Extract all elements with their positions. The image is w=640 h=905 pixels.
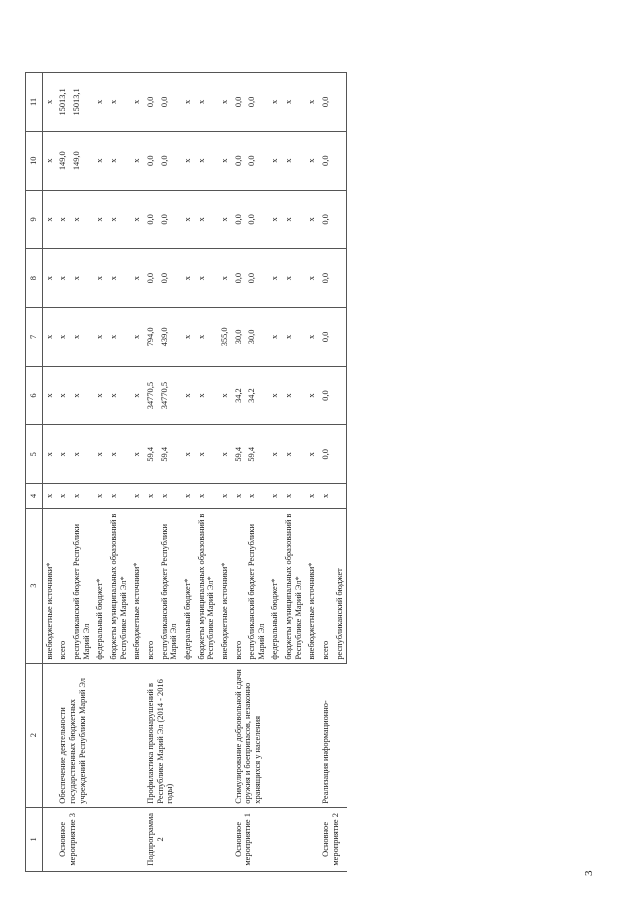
- value-cell: x: [107, 366, 130, 425]
- program-code: Подпрограмма 2: [144, 807, 232, 871]
- value-cell: x: [56, 484, 70, 508]
- value-cell: x: [195, 484, 218, 508]
- value-cell: 0,0: [319, 190, 333, 249]
- value-cell: x: [305, 73, 319, 132]
- value-cell: x: [93, 308, 107, 367]
- value-cell: x: [195, 73, 218, 132]
- funding-source: республиканский бюджет Республики Марий Эл: [70, 508, 93, 663]
- program-name: Стимулирование добровольной сдачи оружия и боеприпасов, незаконно хранящихся у населения: [232, 663, 320, 807]
- funding-source: всего: [144, 508, 158, 663]
- value-cell: x: [93, 249, 107, 308]
- value-cell: 0,0: [245, 131, 268, 190]
- value-cell: x: [42, 73, 56, 132]
- value-cell: 0,0: [319, 425, 333, 484]
- value-cell: x: [181, 249, 195, 308]
- value-cell: x: [130, 425, 144, 484]
- value-cell: x: [268, 425, 282, 484]
- column-header: 7: [26, 308, 43, 367]
- value-cell: x: [93, 190, 107, 249]
- funding-source: бюджеты муниципальных образований в Республике Марий Эл*: [107, 508, 130, 663]
- column-header: 1: [26, 807, 43, 871]
- value-cell: x: [107, 484, 130, 508]
- funding-source: федеральный бюджет*: [181, 508, 195, 663]
- funding-source: федеральный бюджет*: [268, 508, 282, 663]
- value-cell: 149,0: [70, 131, 93, 190]
- value-cell: x: [195, 308, 218, 367]
- value-cell: x: [268, 73, 282, 132]
- value-cell: 0,0: [319, 131, 333, 190]
- value-cell: x: [305, 425, 319, 484]
- value-cell: 0,0: [232, 73, 246, 132]
- value-cell: 0,0: [144, 131, 158, 190]
- value-cell: x: [181, 308, 195, 367]
- value-cell: x: [93, 366, 107, 425]
- funding-source: всего: [232, 508, 246, 663]
- value-cell: 59,4: [144, 425, 158, 484]
- value-cell: 0,0: [319, 249, 333, 308]
- value-cell: x: [42, 366, 56, 425]
- column-header: 11: [26, 73, 43, 132]
- value-cell: 0,0: [319, 73, 333, 132]
- budget-table: [25, 72, 347, 872]
- value-cell: x: [56, 190, 70, 249]
- value-cell: x: [282, 425, 305, 484]
- value-cell: x: [181, 484, 195, 508]
- table-row: [56, 73, 70, 872]
- column-header: 4: [26, 484, 43, 508]
- value-cell: 794,0: [144, 308, 158, 367]
- value-cell: 0,0: [245, 73, 268, 132]
- value-cell: x: [268, 366, 282, 425]
- header-row: [26, 73, 43, 872]
- value-cell: x: [319, 484, 333, 508]
- value-cell: x: [42, 484, 56, 508]
- value-cell: x: [144, 484, 158, 508]
- value-cell: x: [218, 366, 232, 425]
- empty-cell: [42, 807, 56, 871]
- value-cell: x: [218, 249, 232, 308]
- value-cell: x: [130, 366, 144, 425]
- value-cell: 59,4: [245, 425, 268, 484]
- funding-source: внебюджетные источники*: [305, 508, 319, 663]
- value-cell: x: [158, 484, 181, 508]
- value-cell: x: [181, 131, 195, 190]
- value-cell: x: [282, 131, 305, 190]
- value-cell: x: [305, 308, 319, 367]
- value-cell: 0,0: [245, 190, 268, 249]
- value-cell: x: [93, 484, 107, 508]
- value-cell: [333, 249, 347, 308]
- column-header: 6: [26, 366, 43, 425]
- value-cell: x: [245, 484, 268, 508]
- funding-source: республиканский бюджет: [333, 508, 347, 663]
- value-cell: x: [218, 73, 232, 132]
- value-cell: x: [268, 249, 282, 308]
- value-cell: x: [93, 73, 107, 132]
- value-cell: x: [130, 131, 144, 190]
- value-cell: 0,0: [319, 366, 333, 425]
- value-cell: x: [70, 484, 93, 508]
- value-cell: x: [181, 425, 195, 484]
- value-cell: x: [42, 425, 56, 484]
- value-cell: 59,4: [158, 425, 181, 484]
- value-cell: x: [107, 425, 130, 484]
- funding-source: внебюджетные источники*: [218, 508, 232, 663]
- value-cell: x: [56, 425, 70, 484]
- value-cell: x: [268, 308, 282, 367]
- value-cell: x: [70, 366, 93, 425]
- value-cell: x: [195, 366, 218, 425]
- value-cell: x: [282, 190, 305, 249]
- empty-cell: [42, 663, 56, 807]
- value-cell: 0,0: [158, 131, 181, 190]
- value-cell: x: [218, 484, 232, 508]
- value-cell: 0,0: [144, 190, 158, 249]
- program-name: Обеспечение деятельности государственных бюджетных учреждений Республики Марий Эл: [56, 663, 144, 807]
- rotated-page-content: [25, 55, 595, 880]
- value-cell: 0,0: [232, 249, 246, 308]
- value-cell: [333, 308, 347, 367]
- value-cell: x: [195, 425, 218, 484]
- column-header: 8: [26, 249, 43, 308]
- value-cell: x: [56, 308, 70, 367]
- value-cell: x: [195, 190, 218, 249]
- value-cell: 34770,5: [144, 366, 158, 425]
- value-cell: x: [218, 425, 232, 484]
- table-row: [144, 73, 158, 872]
- value-cell: 0,0: [245, 249, 268, 308]
- funding-source: бюджеты муниципальных образований в Республике Марий Эл*: [195, 508, 218, 663]
- column-header: 3: [26, 508, 43, 663]
- value-cell: x: [305, 484, 319, 508]
- value-cell: 149,0: [56, 131, 70, 190]
- value-cell: x: [56, 249, 70, 308]
- value-cell: 15013,1: [56, 73, 70, 132]
- value-cell: x: [107, 190, 130, 249]
- value-cell: x: [282, 249, 305, 308]
- value-cell: 0,0: [319, 308, 333, 367]
- value-cell: [333, 131, 347, 190]
- value-cell: [333, 73, 347, 132]
- value-cell: [333, 366, 347, 425]
- value-cell: 0,0: [158, 73, 181, 132]
- value-cell: x: [282, 308, 305, 367]
- value-cell: 30,0: [245, 308, 268, 367]
- table-row: [232, 73, 246, 872]
- value-cell: x: [305, 249, 319, 308]
- value-cell: 0,0: [232, 190, 246, 249]
- column-header: 5: [26, 425, 43, 484]
- value-cell: [333, 484, 347, 508]
- value-cell: 15013,1: [70, 73, 93, 132]
- column-header: 10: [26, 131, 43, 190]
- value-cell: x: [232, 484, 246, 508]
- value-cell: x: [107, 73, 130, 132]
- funding-source: внебюджетные источники*: [130, 508, 144, 663]
- value-cell: x: [107, 249, 130, 308]
- program-code: Основное мероприятие 2: [319, 807, 347, 871]
- column-header: 2: [26, 663, 43, 807]
- value-cell: x: [268, 131, 282, 190]
- value-cell: 59,4: [232, 425, 246, 484]
- value-cell: 355,0: [218, 308, 232, 367]
- value-cell: x: [195, 249, 218, 308]
- value-cell: x: [181, 190, 195, 249]
- value-cell: x: [181, 73, 195, 132]
- value-cell: 439,0: [158, 308, 181, 367]
- value-cell: 0,0: [144, 73, 158, 132]
- value-cell: x: [305, 366, 319, 425]
- value-cell: x: [70, 425, 93, 484]
- value-cell: 0,0: [158, 190, 181, 249]
- value-cell: x: [181, 366, 195, 425]
- value-cell: x: [218, 190, 232, 249]
- value-cell: [333, 425, 347, 484]
- value-cell: x: [42, 249, 56, 308]
- value-cell: x: [42, 131, 56, 190]
- value-cell: x: [70, 308, 93, 367]
- value-cell: 0,0: [232, 131, 246, 190]
- table-row: [319, 73, 333, 872]
- funding-source: бюджеты муниципальных образований в Республике Марий Эл*: [282, 508, 305, 663]
- funding-source: федеральный бюджет*: [93, 508, 107, 663]
- value-cell: 0,0: [158, 249, 181, 308]
- funding-source: республиканский бюджет Республики Марий Эл: [245, 508, 268, 663]
- value-cell: x: [305, 190, 319, 249]
- table-row: [42, 73, 56, 872]
- value-cell: 0,0: [144, 249, 158, 308]
- value-cell: x: [42, 308, 56, 367]
- value-cell: x: [282, 366, 305, 425]
- value-cell: x: [42, 190, 56, 249]
- value-cell: x: [130, 249, 144, 308]
- value-cell: 30,0: [232, 308, 246, 367]
- value-cell: x: [268, 484, 282, 508]
- program-name: Профилактика правонарушений в Республике Марий Эл (2014 - 2016 годы): [144, 663, 232, 807]
- value-cell: [333, 190, 347, 249]
- column-header: 9: [26, 190, 43, 249]
- page-number: 3: [583, 870, 595, 876]
- funding-source: всего: [319, 508, 333, 663]
- value-cell: x: [93, 425, 107, 484]
- value-cell: x: [195, 131, 218, 190]
- funding-source: внебюджетные источники*: [42, 508, 56, 663]
- value-cell: x: [282, 73, 305, 132]
- funding-source: всего: [56, 508, 70, 663]
- value-cell: x: [130, 73, 144, 132]
- value-cell: 34770,5: [158, 366, 181, 425]
- value-cell: x: [93, 131, 107, 190]
- value-cell: x: [56, 366, 70, 425]
- value-cell: x: [130, 190, 144, 249]
- value-cell: x: [282, 484, 305, 508]
- value-cell: 34,2: [232, 366, 246, 425]
- program-code: Основное мероприятие 3: [56, 807, 144, 871]
- value-cell: 34,2: [245, 366, 268, 425]
- value-cell: x: [107, 131, 130, 190]
- program-code: Основное мероприятие 1: [232, 807, 320, 871]
- value-cell: x: [130, 308, 144, 367]
- value-cell: x: [268, 190, 282, 249]
- funding-source: республиканский бюджет Республики Марий Эл: [158, 508, 181, 663]
- program-name: Реализация информационно-: [319, 663, 347, 807]
- value-cell: x: [130, 484, 144, 508]
- value-cell: x: [70, 190, 93, 249]
- value-cell: x: [218, 131, 232, 190]
- value-cell: x: [107, 308, 130, 367]
- value-cell: x: [305, 131, 319, 190]
- value-cell: x: [70, 249, 93, 308]
